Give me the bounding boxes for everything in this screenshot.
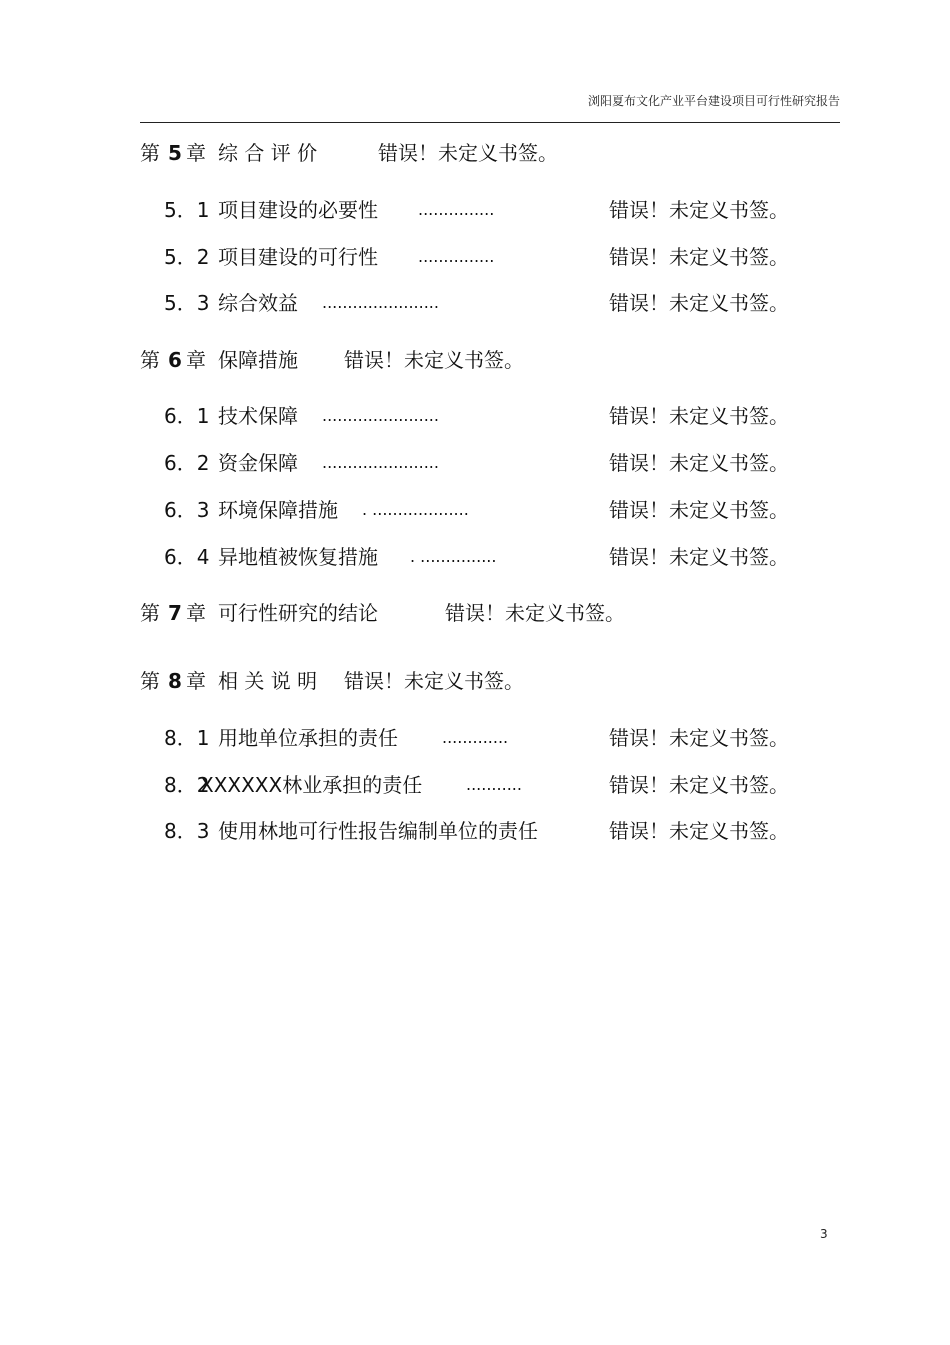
chapter-suffix: 章 <box>186 669 206 693</box>
section-title: 项目建设的必要性 <box>218 198 378 222</box>
toc-error-text: 错误！未定义书签。 <box>445 601 625 625</box>
chapter-suffix: 章 <box>186 141 206 165</box>
chapter-prefix: 第 <box>140 669 160 693</box>
toc-error-text: 错误！未定义书签。 <box>609 819 789 843</box>
chapter-suffix: 章 <box>186 348 206 372</box>
toc-error-text: 错误！未定义书签。 <box>344 348 524 372</box>
section-title: 综合效益 <box>218 291 298 315</box>
toc-error-text: 错误！未定义书签。 <box>609 726 789 750</box>
section-title: 环境保障措施 <box>218 498 338 522</box>
leader-dots: ....................... <box>322 293 439 312</box>
toc-error-text: 错误！未定义书签。 <box>609 773 789 797</box>
chapter-prefix: 第 <box>140 141 160 165</box>
toc-error-text: 错误！未定义书签。 <box>609 498 789 522</box>
toc-error-text: 错误！未定义书签。 <box>609 545 789 569</box>
toc-error-text: 错误！未定义书签。 <box>609 198 789 222</box>
chapter-title: 可行性研究的结论 <box>218 601 378 625</box>
toc-error-text: 错误！未定义书签。 <box>609 451 789 475</box>
section-title: 技术保障 <box>218 404 298 428</box>
leader-dots: ........... <box>466 775 522 794</box>
leader-dots: . ................... <box>362 500 469 519</box>
section-title: 资金保障 <box>218 451 298 475</box>
toc-error-text: 错误！未定义书签。 <box>378 141 558 165</box>
toc-error-text: 错误！未定义书签。 <box>344 669 524 693</box>
section-number: 5．2 <box>164 245 210 269</box>
section-title: XXXXXX林业承担的责任 <box>200 773 423 797</box>
chapter-number: 7 <box>168 601 182 625</box>
leader-dots: ............... <box>418 200 495 219</box>
section-number: 6．4 <box>164 545 210 569</box>
chapter-number: 6 <box>168 348 182 372</box>
section-number: 8．3 <box>164 819 210 843</box>
chapter-suffix: 章 <box>186 601 206 625</box>
toc-error-text: 错误！未定义书签。 <box>609 245 789 269</box>
section-title: 异地植被恢复措施 <box>218 545 378 569</box>
section-title: 用地单位承担的责任 <box>218 726 398 750</box>
chapter-prefix: 第 <box>140 348 160 372</box>
leader-dots: ............... <box>418 247 495 266</box>
section-title: 使用林地可行性报告编制单位的责任 <box>218 819 538 843</box>
section-number: 8．2 <box>164 773 210 797</box>
chapter-number: 8 <box>168 669 182 693</box>
page-header: 浏阳夏布文化产业平台建设项目可行性研究报告 <box>587 94 840 108</box>
section-title: 项目建设的可行性 <box>218 245 378 269</box>
section-number: 5．3 <box>164 291 210 315</box>
leader-dots: ............. <box>442 728 509 747</box>
leader-dots: ....................... <box>322 406 439 425</box>
page-number: 3 <box>820 1227 828 1241</box>
leader-dots: ....................... <box>322 453 439 472</box>
toc-error-text: 错误！未定义书签。 <box>609 291 789 315</box>
chapter-title: 保障措施 <box>218 348 298 372</box>
section-number: 8．1 <box>164 726 210 750</box>
header-rule <box>140 122 840 123</box>
chapter-title: 综 合 评 价 <box>218 141 318 165</box>
section-number: 6．3 <box>164 498 210 522</box>
section-number: 5．1 <box>164 198 210 222</box>
chapter-title: 相 关 说 明 <box>218 669 318 693</box>
section-number: 6．1 <box>164 404 210 428</box>
section-number: 6．2 <box>164 451 210 475</box>
toc-error-text: 错误！未定义书签。 <box>609 404 789 428</box>
chapter-number: 5 <box>168 141 182 165</box>
chapter-prefix: 第 <box>140 601 160 625</box>
leader-dots: . ............... <box>410 547 497 566</box>
